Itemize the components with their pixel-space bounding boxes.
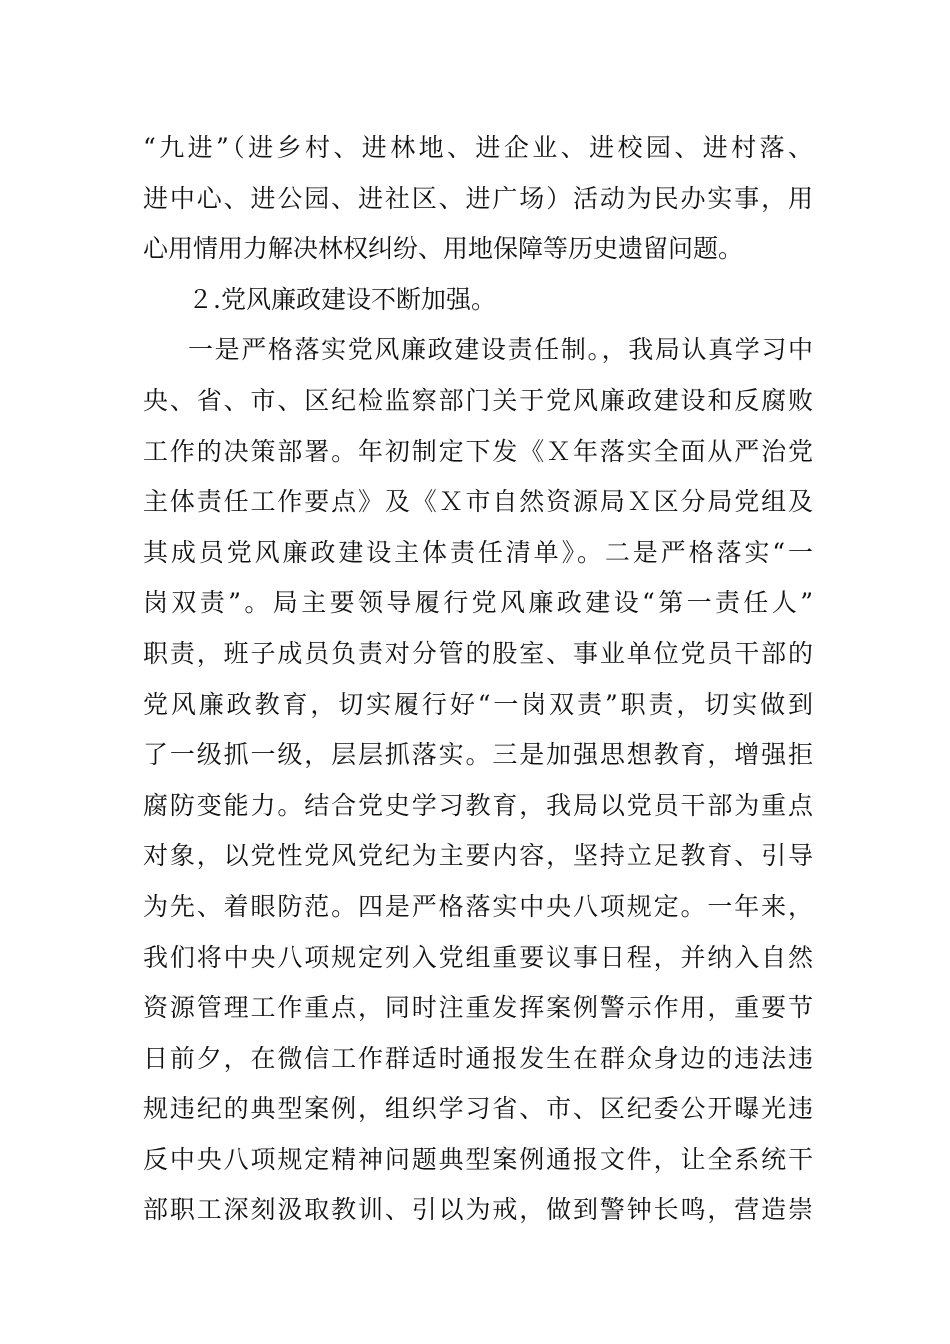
text-line: 主体责任工作要点》及《Ｘ市自然资源局Ｘ区分局党组及	[143, 487, 813, 517]
text-line: “九进”（进乡村、进林地、进企业、进校园、进村落、	[143, 133, 813, 162]
text-line: 党风廉政教育，切实履行好“一岗双责”职责，切实做到	[143, 689, 813, 719]
text-line: 日前夕，在微信工作群适时通报发生在群众身边的违法违	[143, 1043, 813, 1073]
text-line: 部职工深刻汲取教训、引以为戒，做到警钟长鸣，营造崇	[143, 1195, 813, 1225]
text-line: 央、省、市、区纪检监察部门关于党风廉政建设和反腐败	[143, 385, 813, 415]
text-line: 为先、着眼防范。四是严格落实中央八项规定。一年来，	[143, 891, 813, 921]
paragraph-continuation	[143, 123, 813, 275]
text-line: 反中央八项规定精神问题典型案例通报文件，让全系统干	[143, 1144, 813, 1174]
text-line: 对象，以党性党风党纪为主要内容，坚持立足教育、引导	[143, 841, 813, 871]
text-line: 进中心、进公园、进社区、进广场）活动为民办实事，用	[143, 183, 813, 213]
paragraph-party-conduct	[143, 325, 813, 1236]
text-line: 资源管理工作重点，同时注重发挥案例警示作用，重要节	[143, 993, 813, 1023]
text-line: 其成员党风廉政建设主体责任清单》。二是严格落实“一	[143, 537, 813, 567]
text-line: 了一级抓一级，层层抓落实。三是加强思想教育，增强拒	[143, 740, 813, 770]
text-line: 腐防变能力。结合党史学习教育，我局以党员干部为重点	[143, 790, 813, 820]
text-line: 规违纪的典型案例，组织学习省、市、区纪委公开曝光违	[143, 1094, 813, 1124]
text-line: 职责，班子成员负责对分管的股室、事业单位党员干部的	[143, 638, 813, 668]
text-line: 心用情用力解决林权纠纷、用地保障等历史遗留问题。	[143, 234, 744, 264]
text-line: 我们将中央八项规定列入党组重要议事日程，并纳入自然	[143, 942, 813, 972]
text-line: 一是严格落实党风廉政建设责任制。，我局认真学习中	[188, 335, 813, 365]
section-heading: ２.党风廉政建设不断加强。	[188, 284, 496, 314]
document-body	[143, 123, 813, 1236]
text-line: 岗双责”。局主要领导履行党风廉政建设“第一责任人”	[143, 588, 813, 618]
text-line: 工作的决策部署。年初制定下发《Ｘ年落实全面从严治党	[143, 436, 813, 466]
